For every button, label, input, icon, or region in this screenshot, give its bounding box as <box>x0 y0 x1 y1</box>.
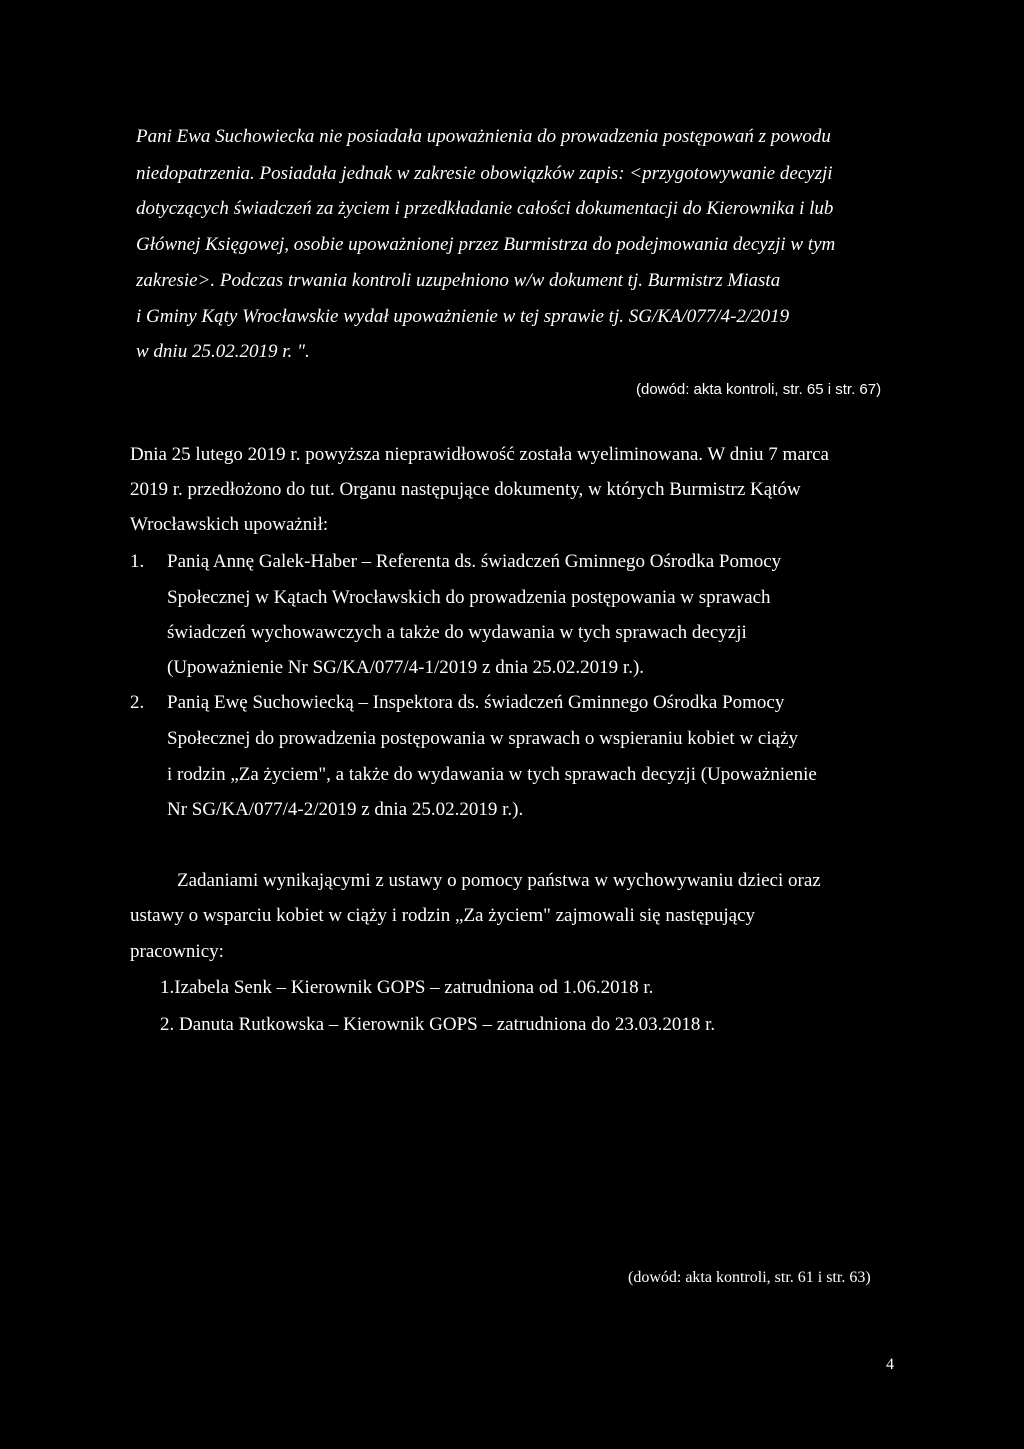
list-item-line: (Upoważnienie Nr SG/KA/077/4-1/2019 z dnia 25.02.2019 r.). <box>167 657 645 678</box>
page-number: 4 <box>886 1356 894 1373</box>
list-item-line: Panią Annę Galek-Haber – Referenta ds. świadczeń Gminnego Ośrodka Pomocy <box>167 551 782 572</box>
quote-line: zakresie>. Podczas trwania kontroli uzupełniono w/w dokument tj. Burmistrz Miasta <box>136 270 781 291</box>
staff-item: 1.Izabela Senk – Kierownik GOPS – zatrudniona od 1.06.2018 r. <box>160 977 654 998</box>
tasks-line: Zadaniami wynikającymi z ustawy o pomocy państwa w wychowywaniu dzieci oraz <box>177 870 821 891</box>
list-item-line: Panią Ewę Suchowiecką – Inspektora ds. świadczeń Gminnego Ośrodka Pomocy <box>167 692 785 713</box>
staff-item: 2. Danuta Rutkowska – Kierownik GOPS – zatrudniona do 23.03.2018 r. <box>160 1014 716 1035</box>
list-item-number: 1. <box>130 551 145 572</box>
tasks-line: pracownicy: <box>130 941 224 962</box>
paragraph-line: Wrocławskich upoważnił: <box>130 514 329 535</box>
paragraph-line: Dnia 25 lutego 2019 r. powyższa nieprawidłowość została wyeliminowana. W dniu 7 marca <box>130 444 829 465</box>
quote-line: Pani Ewa Suchowiecka nie posiadała upoważnienia do prowadzenia postępowań z powodu <box>136 126 831 147</box>
quote-line: Głównej Księgowej, osobie upoważnionej przez Burmistrza do podejmowania decyzji w tym <box>136 234 836 255</box>
list-item-line: Społecznej do prowadzenia postępowania w sprawach o wspieraniu kobiet w ciąży <box>167 728 799 749</box>
quote-line: niedopatrzenia. Posiadała jednak w zakresie obowiązków zapis: <przygotowywanie decyzji <box>136 163 833 184</box>
list-item-line: Nr SG/KA/077/4-2/2019 z dnia 25.02.2019 r.). <box>167 799 524 820</box>
list-item-line: świadczeń wychowawczych a także do wydawania w tych sprawach decyzji <box>167 622 747 643</box>
list-item-line: Społecznej w Kątach Wrocławskich do prowadzenia postępowania w sprawach <box>167 587 771 608</box>
list-item-line: i rodzin „Za życiem", a także do wydawania w tych sprawach decyzji (Upoważnienie <box>167 764 817 785</box>
evidence-reference: (dowód: akta kontroli, str. 65 i str. 67) <box>636 381 882 398</box>
quote-line: dotyczących świadczeń za życiem i przedkładanie całości dokumentacji do Kierownika i lub <box>136 198 834 219</box>
quote-line: i Gminy Kąty Wrocławskie wydał upoważnienie w tej sprawie tj. SG/KA/077/4-2/2019 <box>136 306 790 327</box>
evidence-reference: (dowód: akta kontroli, str. 61 i str. 63) <box>628 1269 871 1286</box>
paragraph-line: 2019 r. przedłożono do tut. Organu następujące dokumenty, w których Burmistrz Kątów <box>130 479 801 500</box>
list-item-number: 2. <box>130 692 145 713</box>
tasks-line: ustawy o wsparciu kobiet w ciąży i rodzin „Za życiem" zajmowali się następujący <box>130 905 756 926</box>
quote-line: w dniu 25.02.2019 r. ". <box>136 341 310 362</box>
